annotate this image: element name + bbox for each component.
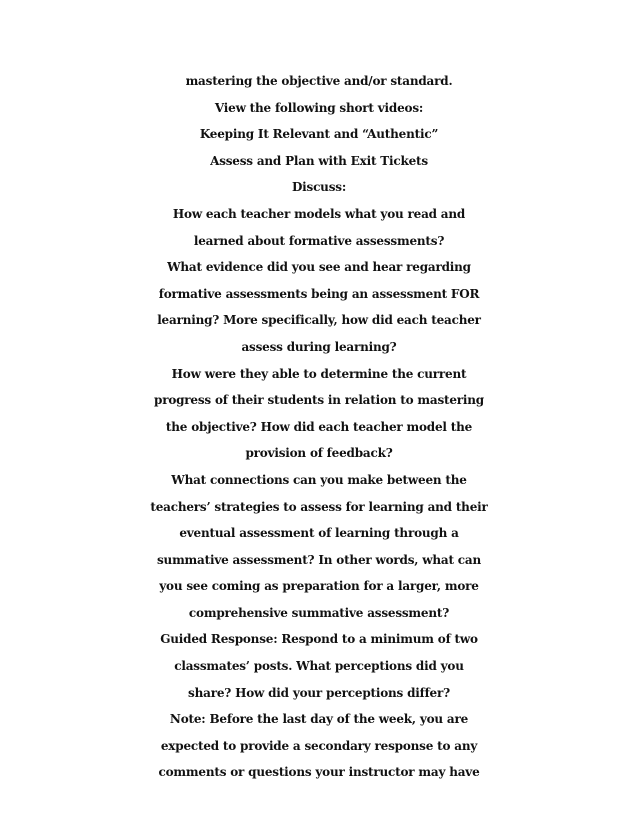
text-line-12: How were they able to determine the current [171,366,467,381]
text-line-25: Note: Before the last day of the week, you are [169,712,469,727]
text-line-10: learning? More specifically, how did each teacher [157,313,481,328]
text-line-23: classmates’ posts. What perceptions did you [174,659,464,674]
text-line-15: provision of feedback? [245,446,393,461]
text-line-26: expected to provide a secondary response to any [160,738,478,753]
video-title-1: Keeping It Relevant and “Authentic” [199,127,439,142]
text-line-17: teachers’ strategies to assess for learning and their [150,499,488,514]
text-line-1: mastering the objective and/or standard. [185,74,453,88]
text-line-2: View the following short videos: [214,100,424,115]
text-line-9: formative assessments being an assessment FOR [158,286,480,301]
text-line-11: assess during learning? [241,339,397,354]
text-line-7: learned about formative assessments? [193,233,445,248]
text-line-14: the objective? How did each teacher model the [165,419,473,434]
text-line-22: Guided Response: Respond to a minimum of two [160,632,478,647]
discuss-heading: Discuss: [291,180,347,195]
text-line-27: comments or questions your instructor may have [158,765,480,780]
text-line-24: share? How did your perceptions differ? [188,685,450,700]
text-line-16: What connections can you make between the [171,472,467,487]
text-line-20: you see coming as preparation for a larger, more [159,579,479,594]
text-line-13: progress of their students in relation to mastering [154,393,484,408]
document-page [0,68,638,786]
video-title-2: Assess and Plan with Exit Tickets [210,153,428,168]
text-line-19: summative assessment? In other words, what can [156,552,482,567]
text-line-21: comprehensive summative assessment? [188,605,450,620]
text-line-6: How each teacher models what you read and [172,206,466,221]
text-line-8: What evidence did you see and hear regarding [167,260,471,275]
text-line-18: eventual assessment of learning through a [179,526,459,541]
